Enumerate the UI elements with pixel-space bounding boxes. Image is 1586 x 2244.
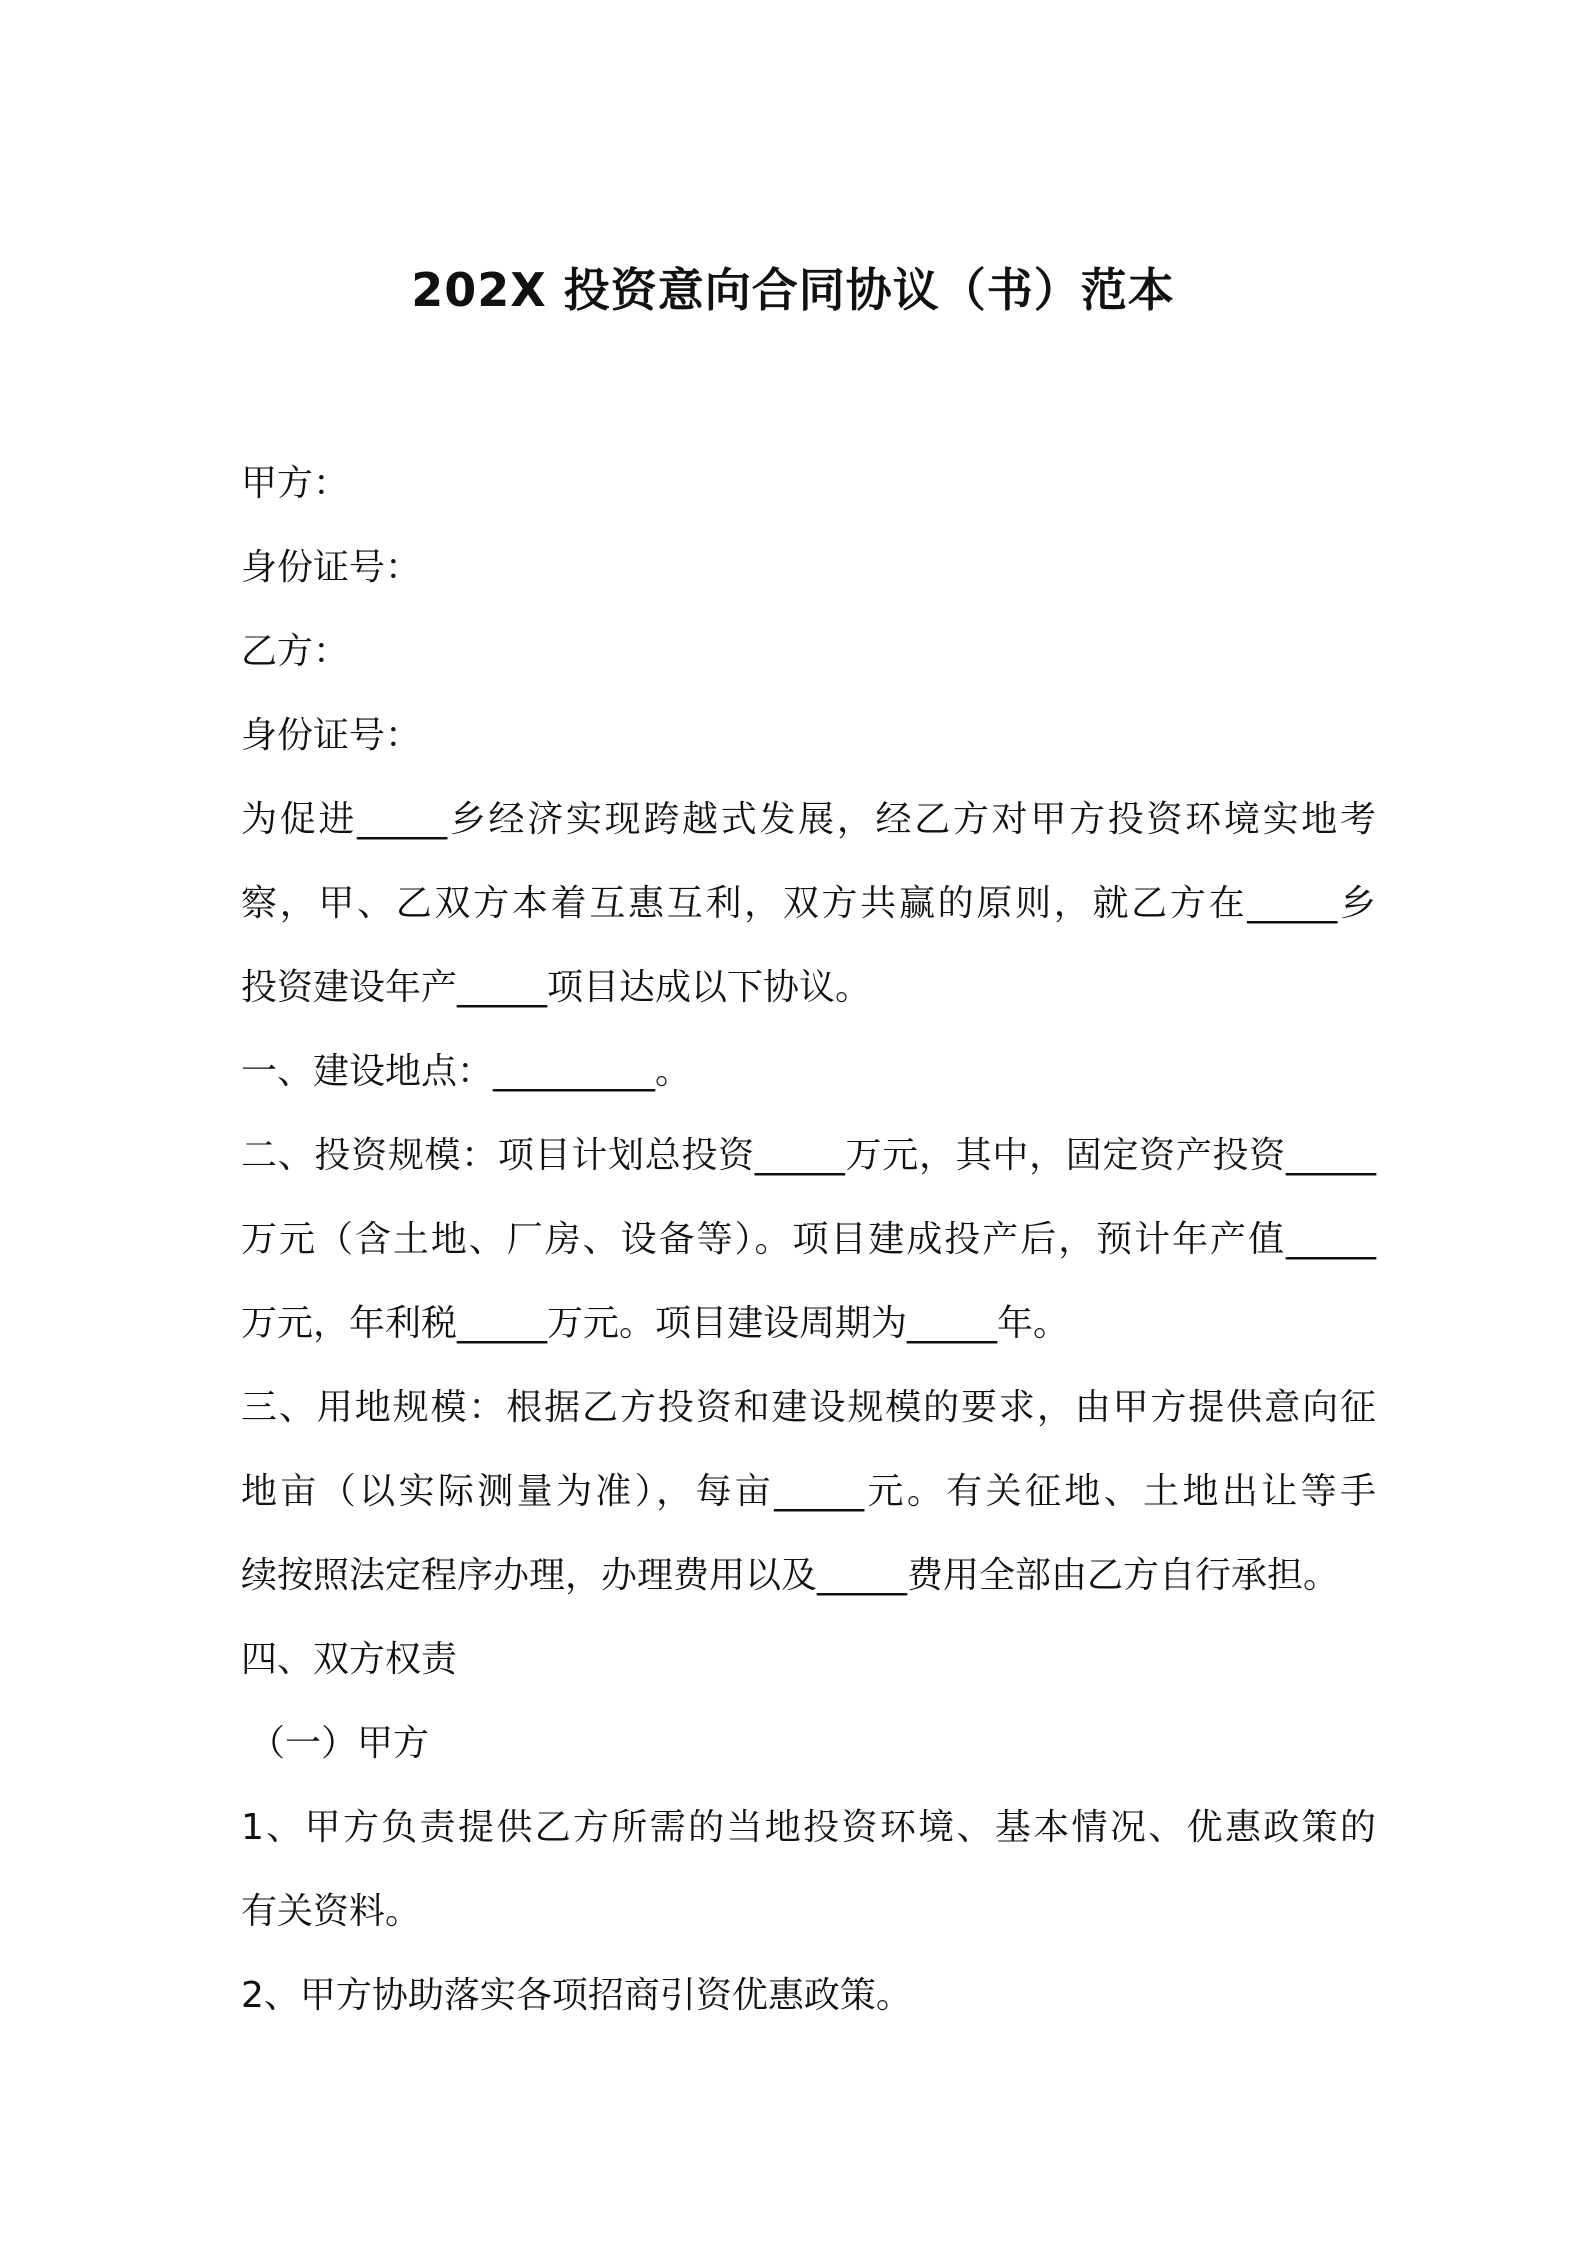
preamble-line-2: 察，甲、乙双方本着互惠互利，双方共赢的原则，就乙方在_____乡 [241,883,1376,924]
section-2-line-2: 万元（含土地、厂房、设备等）。项目建成投产后，预计年产值_____ [241,1219,1376,1260]
section-4-heading: 四、双方权责 [241,1639,458,1680]
party-b-id-line: 身份证号： [241,715,422,756]
subsection-party-a-heading: （一）甲方 [249,1723,430,1764]
party-a-line: 甲方： [241,463,350,504]
item-1-line-2: 有关资料。 [241,1891,422,1932]
preamble-line-3: 投资建设年产_____项目达成以下协议。 [241,967,872,1008]
section-2-line-3: 万元，年利税_____万元。项目建设周期为_____年。 [241,1303,1070,1344]
item-2-line: 2、甲方协助落实各项招商引资优惠政策。 [241,1975,912,2016]
section-2-line-1: 二、投资规模：项目计划总投资_____万元，其中，固定资产投资_____ [241,1135,1376,1176]
preamble-line-1: 为促进_____乡经济实现跨越式发展，经乙方对甲方投资环境实地考 [241,799,1376,840]
section-3-line-3: 续按照法定程序办理，办理费用以及_____费用全部由乙方自行承担。 [241,1555,1340,1596]
document-title: 202X 投资意向合同协议（书）范本 [411,263,1175,317]
document-body [241,442,1376,2038]
item-1-line-1: 1、甲方负责提供乙方所需的当地投资环境、基本情况、优惠政策的 [241,1807,1376,1848]
section-3-line-2: 地亩（以实际测量为准），每亩_____元。有关征地、土地出让等手 [241,1471,1376,1512]
section-3-line-1: 三、用地规模：根据乙方投资和建设规模的要求，由甲方提供意向征 [241,1387,1376,1428]
party-b-line: 乙方： [241,631,350,672]
section-1-location: 一、建设地点：_________。 [241,1051,692,1092]
party-a-id-line: 身份证号： [241,547,422,588]
